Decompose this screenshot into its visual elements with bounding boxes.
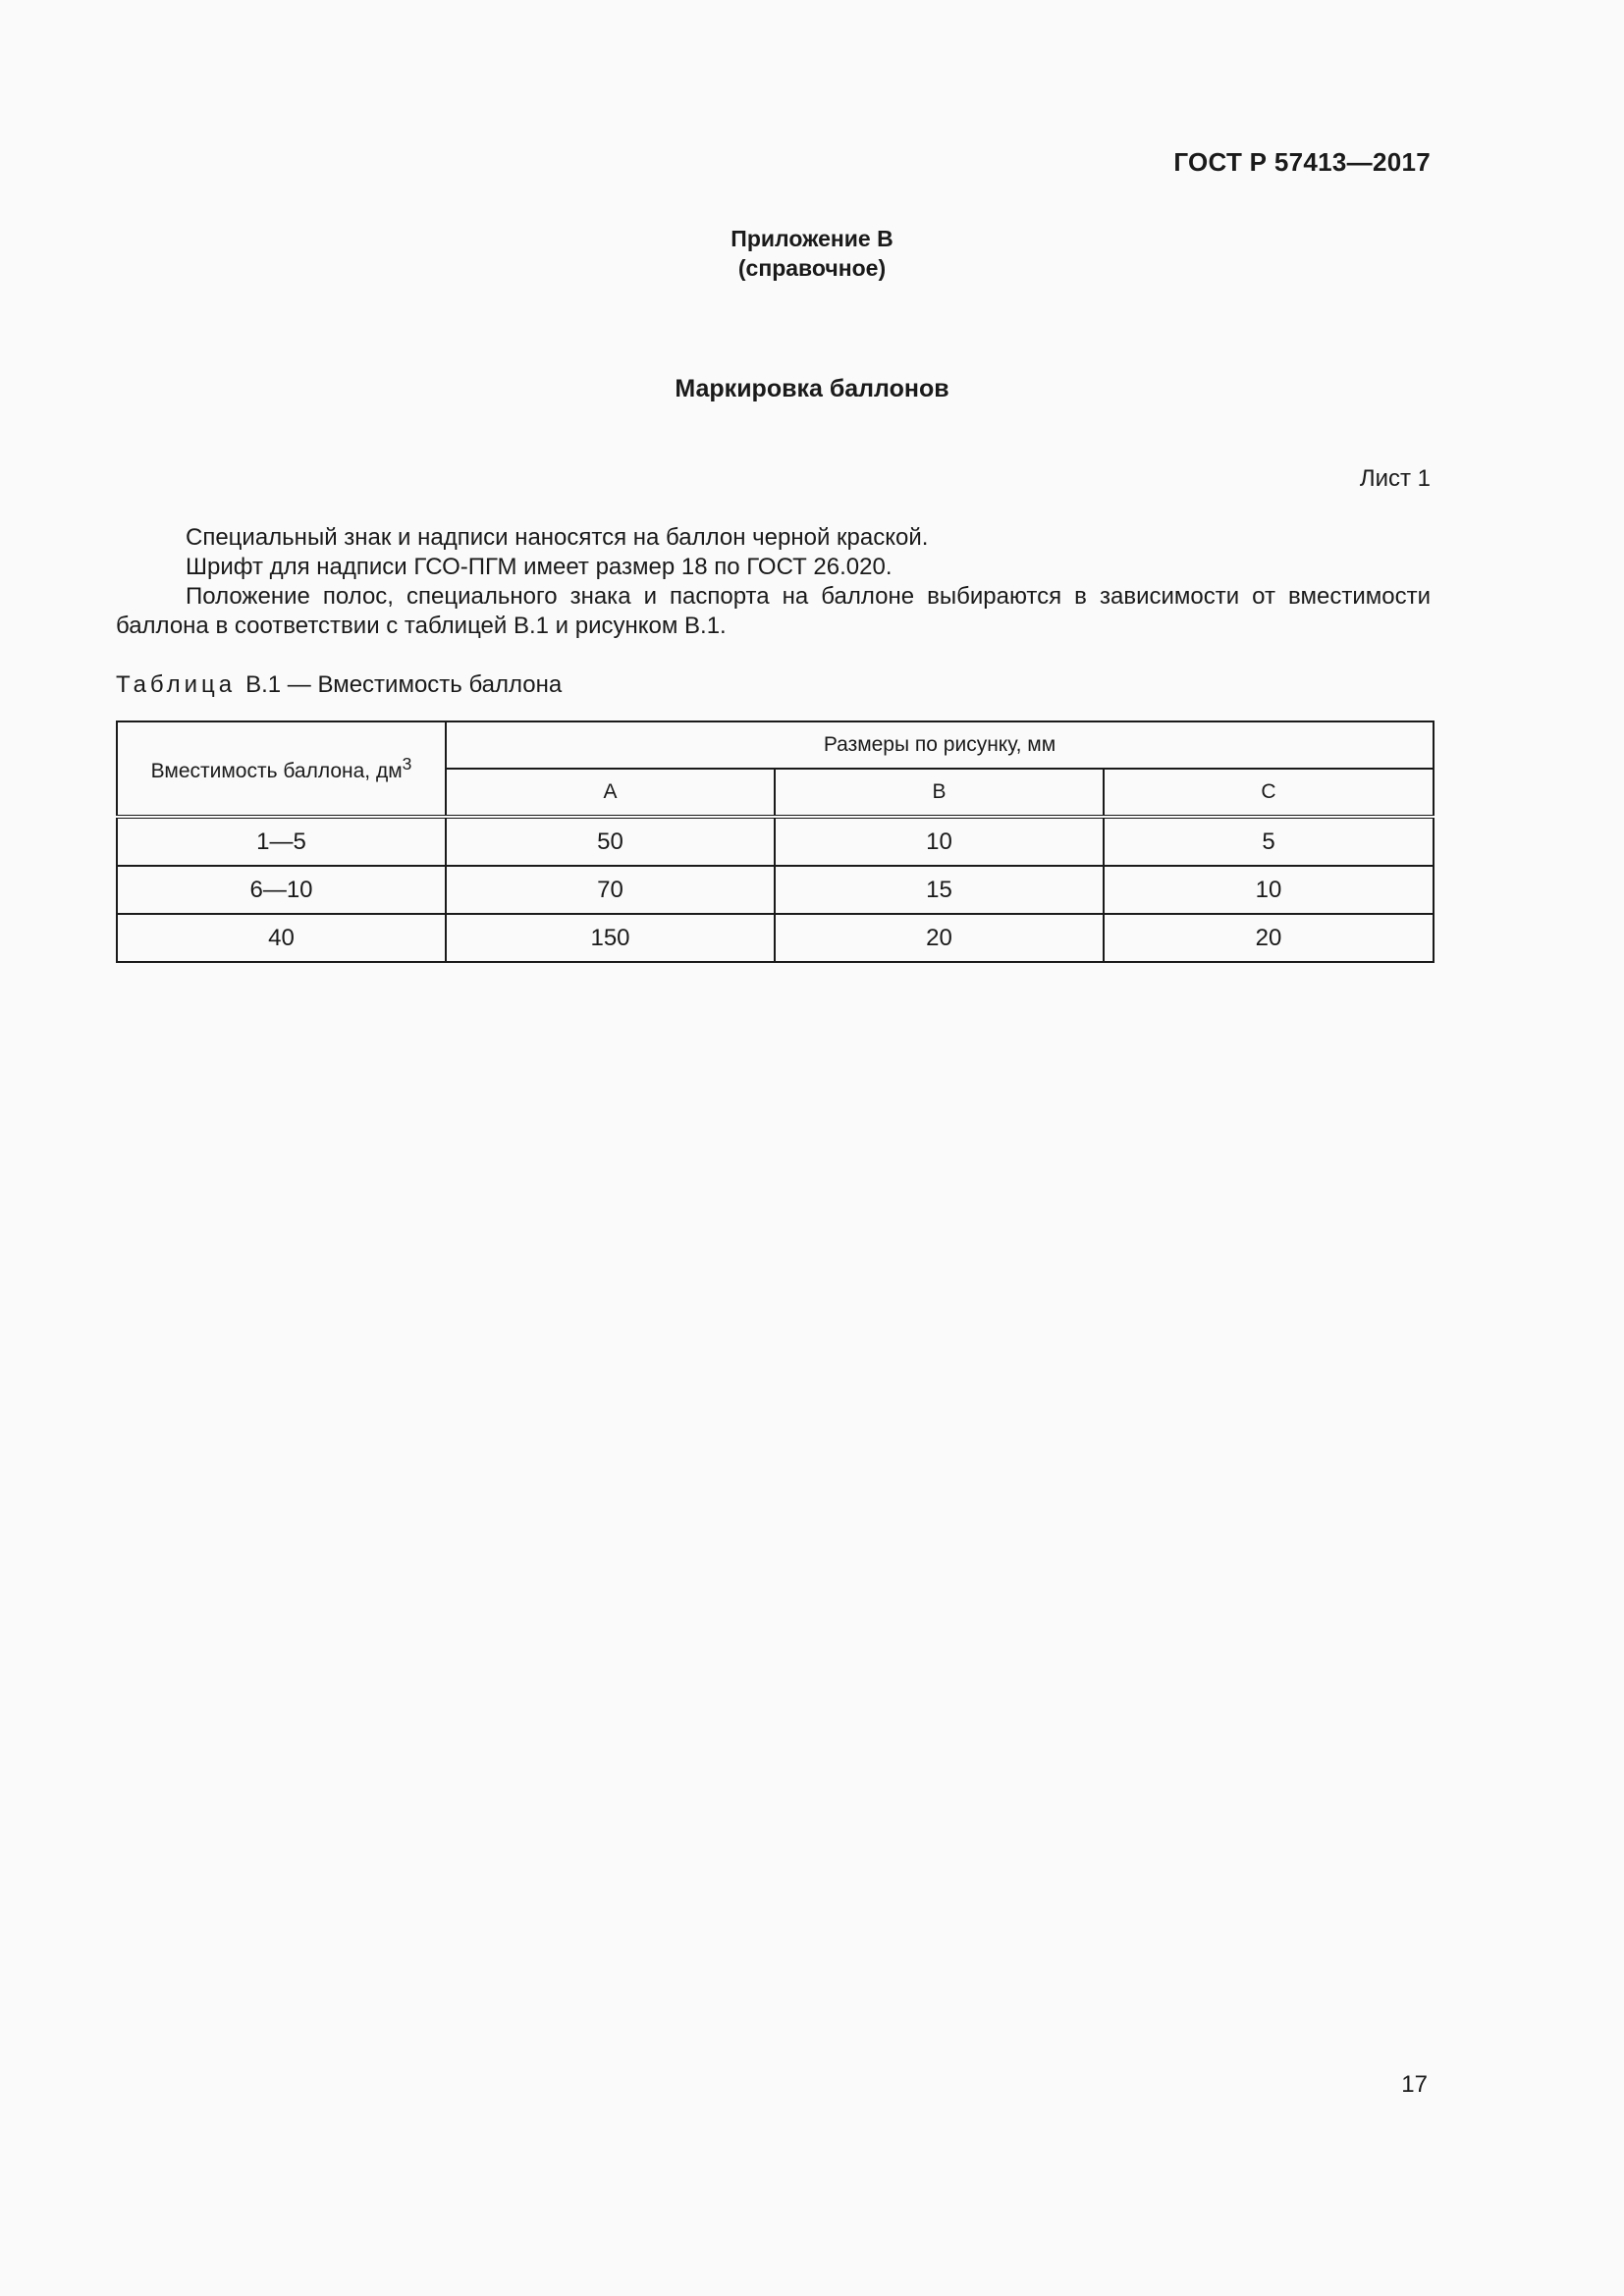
header-col-c: С [1104, 769, 1434, 817]
cell-capacity: 1—5 [117, 817, 446, 866]
header-col-a: А [446, 769, 775, 817]
capacity-table [116, 721, 1435, 963]
appendix-type: (справочное) [737, 255, 887, 281]
appendix-heading [0, 224, 1624, 283]
paragraph-1: Специальный знак и надписи наносятся на баллон черной краской. [186, 524, 929, 551]
paragraph-2: Шрифт для надписи ГСО-ПГМ имеет размер 18 по ГОСТ 26.020. [186, 554, 893, 580]
cell-c: 20 [1104, 914, 1434, 962]
header-col-b: В [775, 769, 1104, 817]
cell-b: 15 [775, 866, 1104, 914]
table-caption [116, 671, 562, 699]
cell-a: 50 [446, 817, 775, 866]
cell-capacity: 40 [117, 914, 446, 962]
cell-b: 20 [775, 914, 1104, 962]
document-code: ГОСТ Р 57413—2017 [1173, 147, 1431, 177]
header-dimensions: Размеры по рисунку, мм [446, 721, 1434, 769]
sheet-label: Лист 1 [1359, 465, 1431, 492]
cell-c: 10 [1104, 866, 1434, 914]
body-text [116, 523, 1431, 641]
table-caption-word: Таблица [116, 671, 237, 698]
cell-capacity: 6—10 [117, 866, 446, 914]
table-row [117, 914, 1434, 962]
superscript-3: 3 [402, 754, 412, 774]
paragraph-3: Положение полос, специального знака и паспорта на баллоне выбираются в зависимости от вместимости баллона в соответствии с таблицей В.1 и рисунком В.1. [116, 583, 1431, 639]
section-title: Маркировка баллонов [675, 375, 949, 402]
table-row [117, 866, 1434, 914]
cell-b: 10 [775, 817, 1104, 866]
header-capacity: Вместимость баллона, $дм^3$ [117, 721, 446, 817]
table-row [117, 817, 1434, 866]
cell-c: 5 [1104, 817, 1434, 866]
table-caption-text: В.1 — Вместимость баллона [245, 671, 563, 698]
cell-a: 70 [446, 866, 775, 914]
page-number: 17 [1401, 2071, 1428, 2098]
cell-a: 150 [446, 914, 775, 962]
appendix-title: Приложение В [731, 226, 893, 251]
